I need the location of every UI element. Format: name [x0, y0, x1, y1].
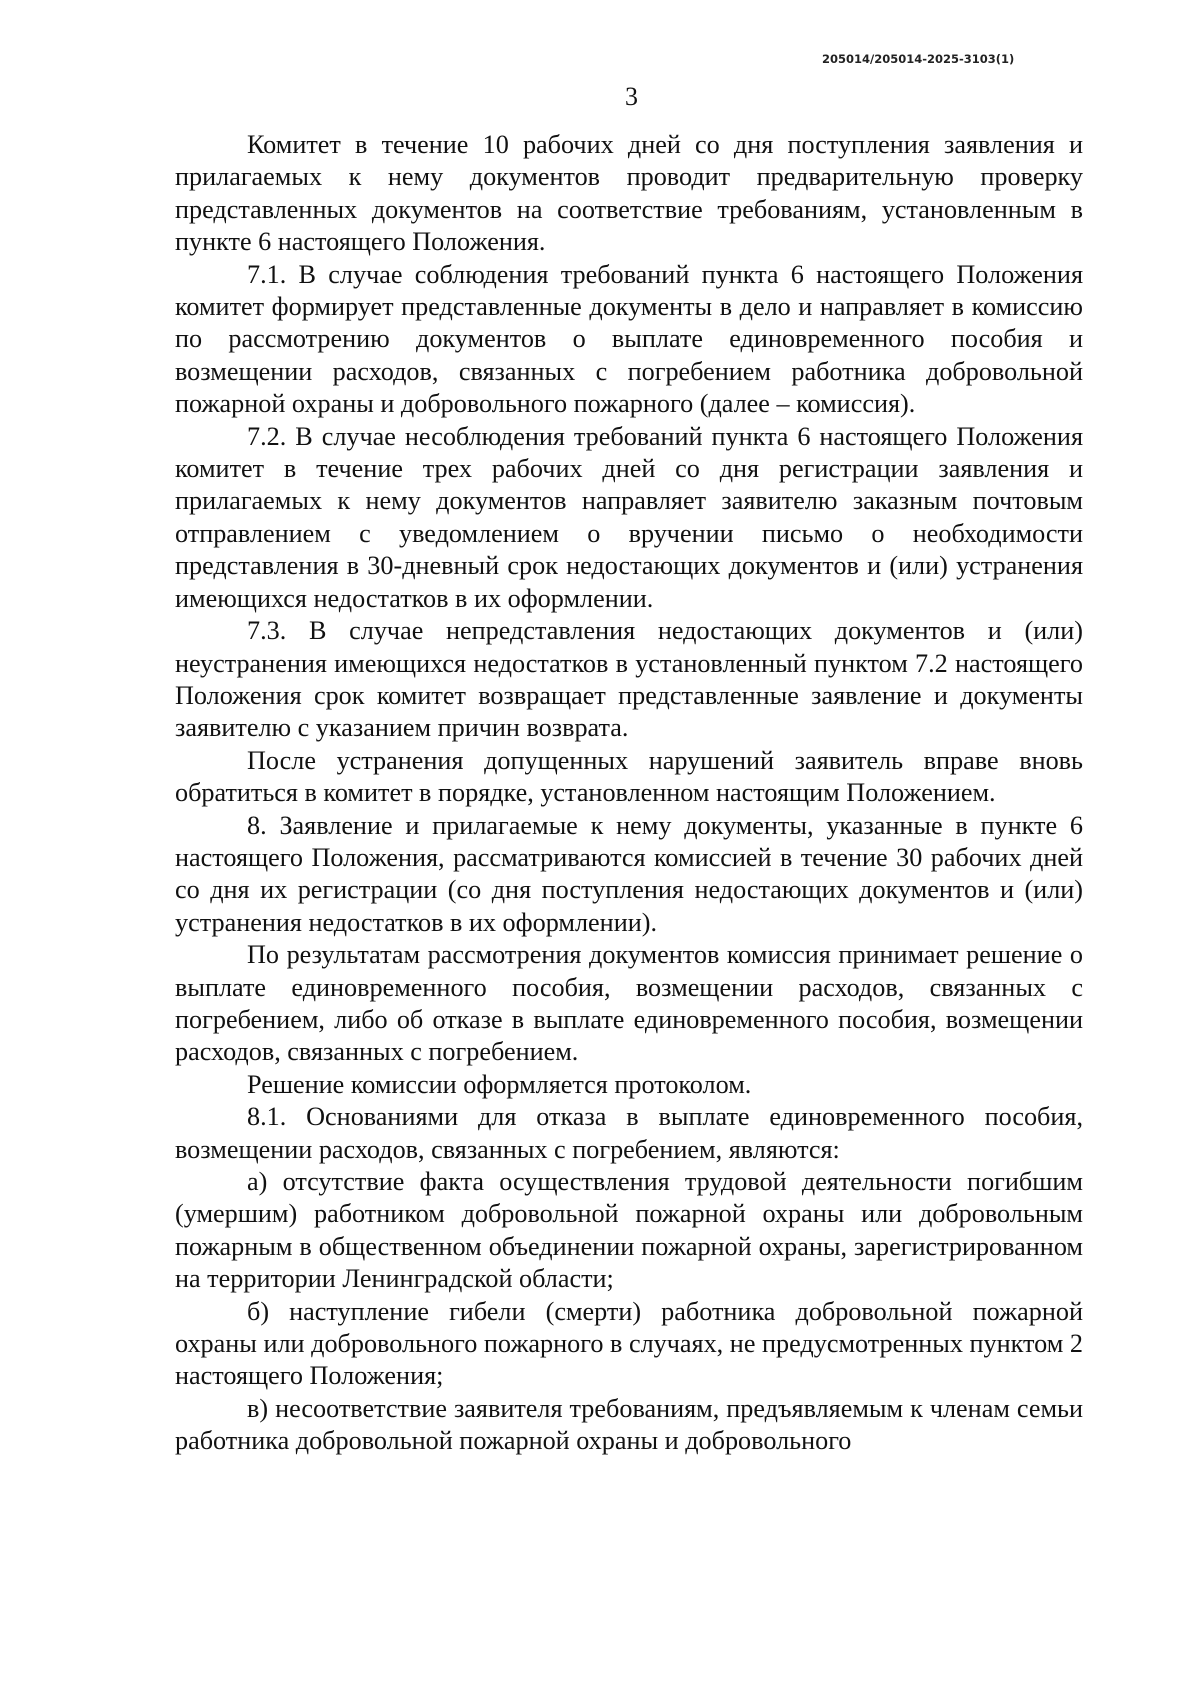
paragraph-protocol: Решение комиссии оформляется протоколом.	[247, 1069, 752, 1099]
paragraph-7-3: 7.3. В случае непредставления недостающих документов и (или) неустранения имеющихся недостатков в установленный пунктом 7.2 настоящего Положения срок комитет возвращает представленные заявление и документы заявителю с указанием причин возврата.	[175, 616, 1083, 743]
paragraph-7-1: 7.1. В случае соблюдения требований пункта 6 настоящего Положения комитет формирует представленные документы в дело и направляет в комиссию по рассмотрению документов о выплате единовременного пособия и возмещении расходов, связанных с погребением работника добровольной пожарной охраны и добровольного пожарного (далее – комиссия).	[175, 259, 1083, 419]
paragraph-8-1: 8.1. Основаниями для отказа в выплате единовременного пособия, возмещении расходов, связанных с погребением, являются:	[175, 1102, 1083, 1164]
paragraph-preliminary-check: Комитет в течение 10 рабочих дней со дня поступления заявления и прилагаемых к нему документов проводит предварительную проверку представленных документов на соответствие требованиям, установленным в пункте 6 настоящего Положения.	[175, 130, 1083, 257]
paragraph-resubmission: После устранения допущенных нарушений заявитель вправе вновь обратиться в комитет в порядке, установленном настоящим Положением.	[175, 745, 1083, 808]
paragraph-7-2: 7.2. В случае несоблюдения требований пункта 6 настоящего Положения комитет в течение трех рабочих дней со дня регистрации заявления и прилагаемых к нему документов направляет заявителю заказным почтовым отправлением с уведомлением о вручении письмо о необходимости представления в 30-дневный срок недостающих документов и (или) устранения имеющихся недостатков в их оформлении.	[175, 421, 1083, 613]
paragraph-8: 8. Заявление и прилагаемые к нему документы, указанные в пункте 6 настоящего Положения, рассматриваются комиссией в течение 30 рабочих дней со дня их регистрации (со дня поступления недостающих документов и (или) устранения недостатков в их оформлении).	[175, 810, 1083, 937]
paragraph-8-1-a: а) отсутствие факта осуществления трудовой деятельности погибшим (умершим) работником добровольной пожарной охраны или добровольным пожарным в общественном объединении пожарной охраны, зарегистрированном на территории Ленинградской области;	[175, 1167, 1083, 1294]
paragraph-8-1-b: б) наступление гибели (смерти) работника добровольной пожарной охраны или добровольного пожарного в случаях, не предусмотренных пунктом 2 настоящего Положения;	[175, 1296, 1083, 1391]
document-registration-number: 205014/205014-2025-3103(1)	[822, 52, 1015, 66]
page-number: 3	[625, 82, 638, 111]
paragraph-commission-decision: По результатам рассмотрения документов комиссия принимает решение о выплате единовременного пособия, возмещении расходов, связанных с погребением, либо об отказе в выплате единовременного пособия, возмещении расходов, связанных с погребением.	[175, 940, 1083, 1067]
paragraph-8-1-v: в) несоответствие заявителя требованиям, предъявляемым к членам семьи работника добровольной пожарной охраны и добровольного	[175, 1393, 1083, 1456]
document-body	[175, 129, 1083, 1458]
